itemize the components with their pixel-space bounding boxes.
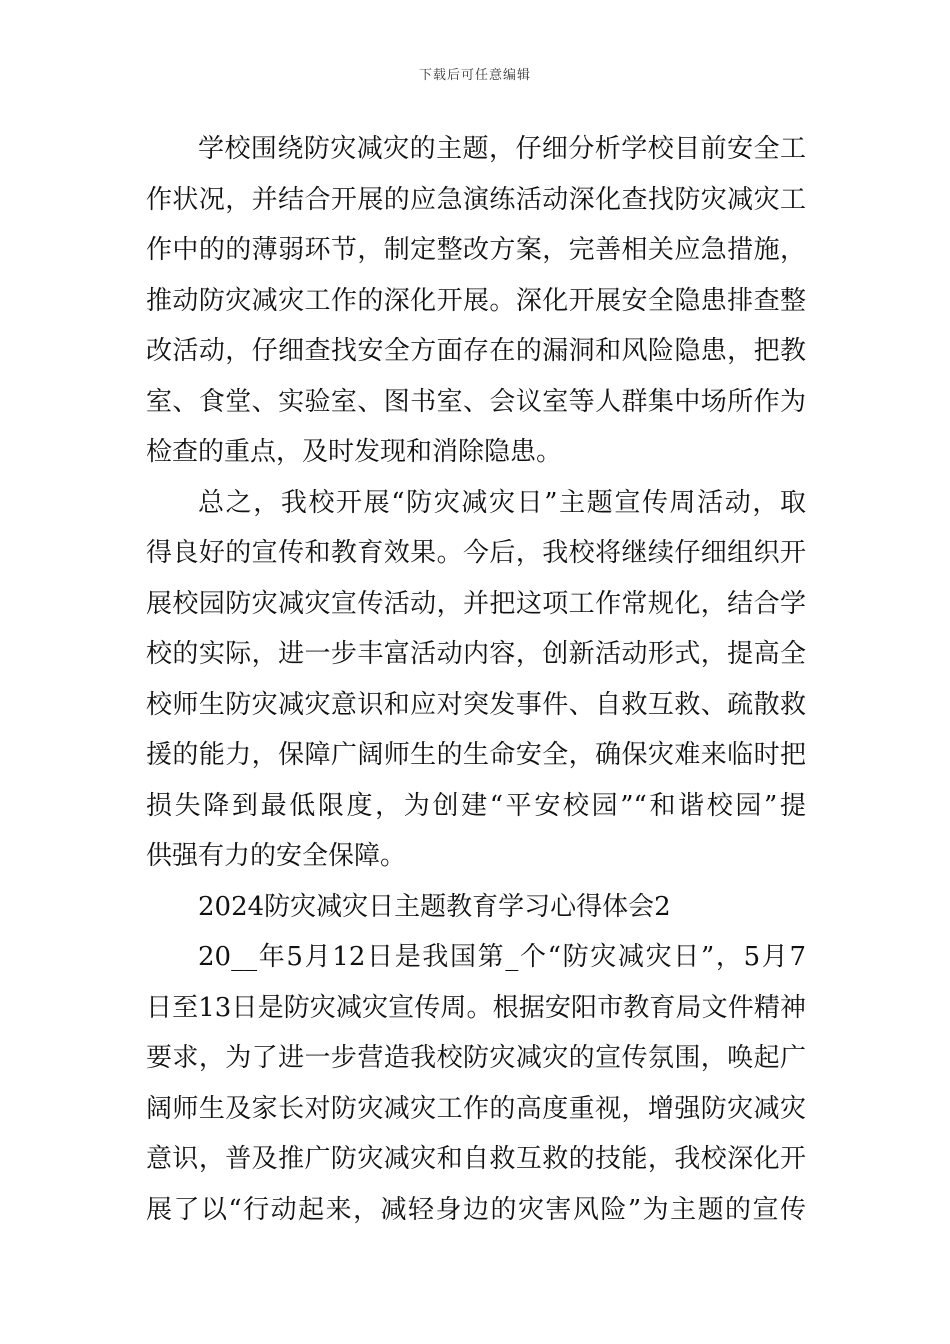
- text-line: 推动防灾减灾工作的深化开展。深化开展安全隐患排查整: [146, 285, 806, 316]
- text-line: 作中的的薄弱环节，制定整改方案，完善相关应急措施，: [146, 235, 806, 265]
- text-line: 校师生防灾减灾意识和应对突发事件、自救互救、疏散救: [146, 689, 806, 720]
- text-line: 阔师生及家长对防灾减灾工作的高度重视，增强防灾减灾: [146, 1093, 806, 1124]
- text-line: 校的实际，进一步丰富活动内容，创新活动形式，提高全: [146, 639, 806, 669]
- page-header: 下载后可任意编辑: [418, 68, 531, 83]
- text-line: 检查的重点，及时发现和消除隐患。: [146, 437, 563, 467]
- text-line: 日至13日是防灾减灾宣传周。根据安阳市教育局文件精神: [146, 992, 806, 1023]
- document-body: [146, 124, 806, 1235]
- text-line: 20__年5月12日是我国第_个“防灾减灾日”，5月7: [198, 942, 806, 972]
- text-line: 意识，普及推广防灾减灾和自救互救的技能，我校深化开: [146, 1144, 806, 1174]
- text-line: 损失降到最低限度，为创建“平安校园”“和谐校园”提: [146, 790, 806, 821]
- text-line: 展校园防灾减灾宣传活动，并把这项工作常规化，结合学: [146, 588, 806, 619]
- text-line: 室、食堂、实验室、图书室、会议室等人群集中场所作为: [146, 386, 806, 417]
- text-line: 展了以“行动起来，减轻身边的灾害风险”为主题的宣传: [146, 1194, 806, 1225]
- text-line: 援的能力，保障广阔师生的生命安全，确保灾难来临时把: [146, 740, 806, 770]
- text-line: 改活动，仔细查找安全方面存在的漏洞和风险隐患，把教: [146, 336, 806, 366]
- text-line: 得良好的宣传和教育效果。今后，我校将继续仔细组织开: [146, 538, 806, 568]
- text-line: 2024防灾减灾日主题教育学习心得体会2: [198, 891, 671, 922]
- text-line: 作状况，并结合开展的应急演练活动深化查找防灾减灾工: [146, 184, 806, 215]
- text-line: 学校围绕防灾减灾的主题，仔细分析学校目前安全工: [198, 134, 806, 164]
- text-line: 要求，为了进一步营造我校防灾减灾的宣传氛围，唤起广: [146, 1043, 806, 1073]
- text-line: 供强有力的安全保障。: [146, 841, 407, 871]
- text-line: 总之，我校开展“防灾减灾日”主题宣传周活动，取: [198, 487, 806, 518]
